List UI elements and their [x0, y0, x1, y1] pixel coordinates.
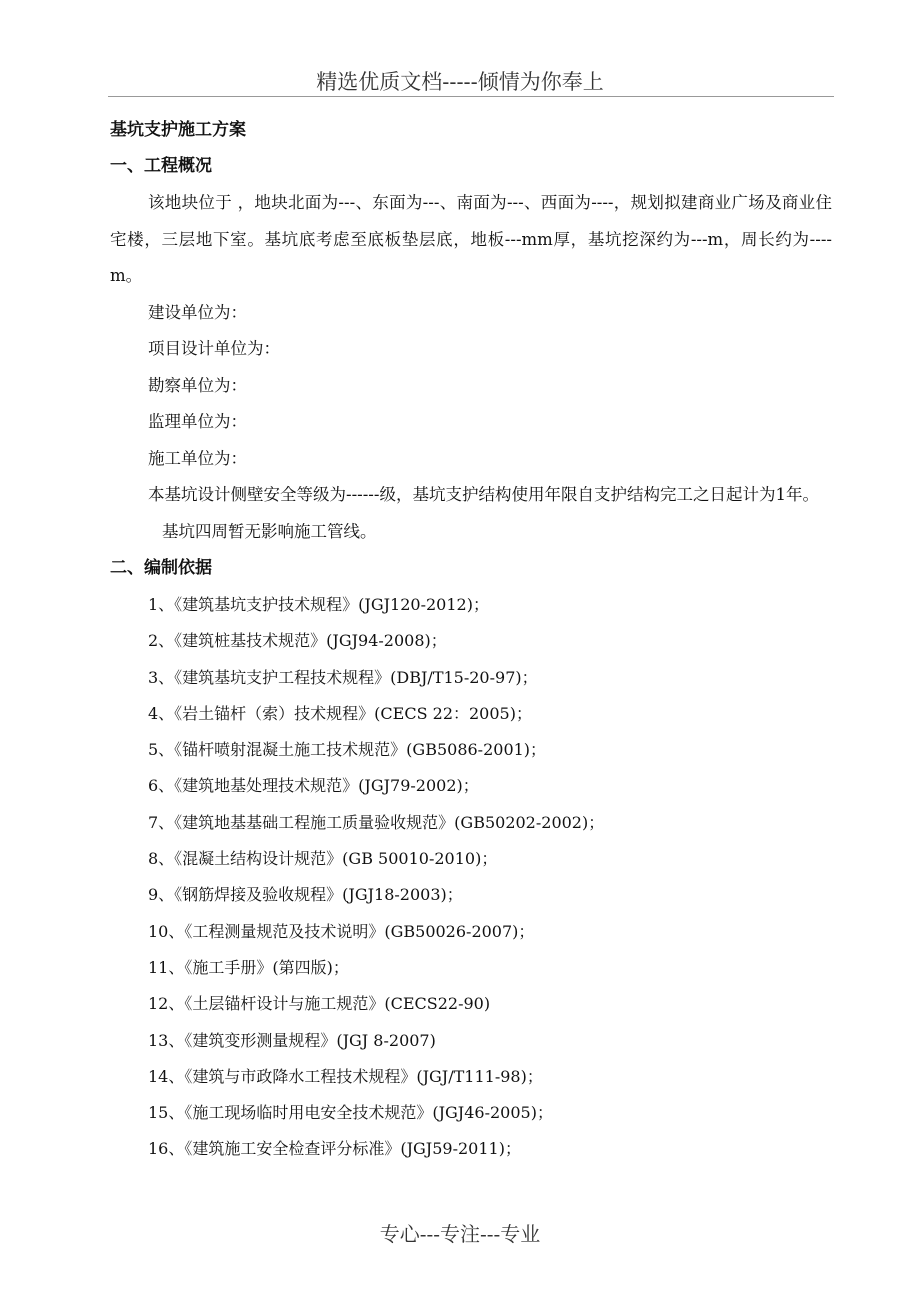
- designer-line: 项目设计单位为：: [148, 339, 280, 358]
- reference-item: 12、《土层锚杆设计与施工规范》(CECS22-90): [148, 994, 491, 1014]
- reference-item: 6、《建筑地基处理技术规范》(JGJ79-2002)；: [148, 776, 479, 796]
- reference-item: 3、《建筑基坑支护工程技术规程》(DBJ/T15-20-97)；: [148, 667, 538, 687]
- reference-item: 9、《钢筋焊接及验收规程》(JGJ18-2003)；: [148, 885, 463, 905]
- reference-list: [110, 587, 832, 1168]
- reference-item: 16、《建筑施工安全检查评分标准》(JGJ59-2011)；: [148, 1139, 521, 1159]
- overview-paragraph: 该地块位于 ，地块北面为---、东面为---、南面为---、西面为----，规划拟建商业广场及商业住宅楼，三层地下室。基坑底考虑至底板垫层底，地板---mm厚，基坑挖深约为---m，周长约为----m。: [110, 193, 832, 285]
- reference-item: 7、《建筑地基基础工程施工质量验收规范》(GB50202-2002)；: [148, 812, 605, 832]
- surveyor-line: 勘察单位为：: [148, 375, 247, 395]
- reference-item: 15、《施工现场临时用电安全技术规范》(JGJ46-2005)；: [148, 1103, 553, 1123]
- document-title: 基坑支护施工方案: [110, 120, 246, 140]
- page-header: 精选优质文档-----倾情为你奉上: [316, 70, 604, 94]
- reference-item: 1、《建筑基坑支护技术规程》(JGJ120-2012)；: [148, 595, 489, 614]
- page-footer: 专心---专注---专业: [379, 1222, 541, 1246]
- header-divider: [108, 96, 834, 97]
- reference-item: 8、《混凝土结构设计规范》(GB 50010-2010)；: [148, 849, 498, 869]
- reference-item: 10、《工程测量规范及技术说明》(GB50026-2007)；: [148, 921, 535, 941]
- builder-line: 建设单位为：: [148, 302, 247, 322]
- reference-item: 14、《建筑与市政降水工程技术规程》(JGJ/T111-98)；: [148, 1066, 543, 1086]
- section-heading-overview: 一、工程概况: [110, 156, 212, 176]
- reference-item: 2、《建筑桩基技术规范》(JGJ94-2008)；: [148, 631, 447, 651]
- reference-item: 13、《建筑变形测量规程》(JGJ 8-2007): [148, 1030, 436, 1050]
- safety-grade-paragraph: 本基坑设计侧壁安全等级为------级，基坑支护结构使用年限自支护结构完工之日起计为1年。: [148, 485, 819, 504]
- document-body: [110, 112, 832, 1168]
- reference-item: 11、《施工手册》(第四版)；: [148, 957, 349, 977]
- reference-item: 4、《岩土锚杆（索）技术规程》(CECS 22：2005)；: [148, 703, 532, 723]
- supervisor-line: 监理单位为：: [148, 412, 247, 431]
- contractor-line: 施工单位为：: [148, 448, 247, 468]
- pipeline-note: 基坑四周暂无影响施工管线。: [162, 521, 377, 541]
- reference-item: 5、《锚杆喷射混凝土施工技术规范》(GB5086-2001)；: [148, 740, 547, 760]
- section-heading-basis: 二、编制依据: [110, 558, 212, 578]
